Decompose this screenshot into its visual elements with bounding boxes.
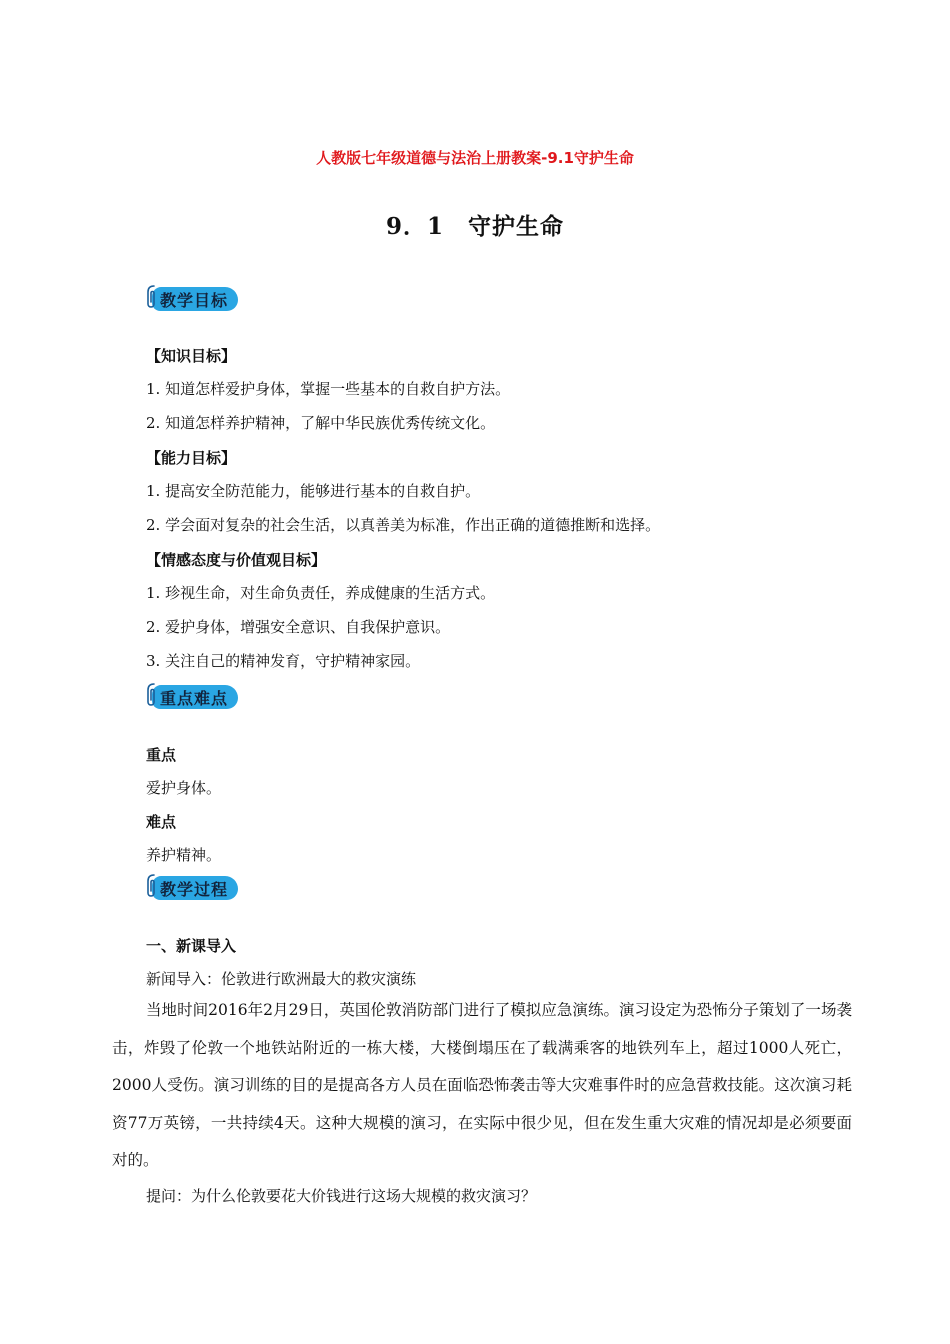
key-point-heading: 重点 [146,746,177,764]
section-badge-key-points [146,682,238,712]
badge-label: 重点难点 [160,689,229,708]
badge-label: 教学目标 [160,291,229,310]
news-intro-line: 新闻导入：伦敦进行欧洲最大的救灾演练 [146,970,417,988]
lesson-title: 9．1 守护生命 [385,213,564,240]
emotion-goal-item: 3. 关注自己的精神发育，守护精神家园。 [146,652,421,670]
difficult-point-text: 养护精神。 [146,846,222,864]
paperclip-icon [146,284,158,310]
difficult-point-heading: 难点 [146,813,177,831]
news-paragraph: 当地时间2016年2月29日，英国伦敦消防部门进行了模拟应急演练。演习设定为恐怖分子策划了一场袭击，炸毁了伦敦一个地铁站附近的一栋大楼，大楼倒塌压在了载满乘客的地铁列车上，超过1000人死亡，2000人受伤。演习训练的目的是提高各方人员在面临恐怖袭击等大灾难事件时的应急营救技能。这次演习耗资77万英镑，一共持续4天。这种大规模的演习，在实际中很少见，但在发生重大灾难的情况却是必须要面对的。 [112,1001,852,1169]
section-badge-goals [146,284,238,314]
question-line: 提问：为什么伦敦要花大价钱进行这场大规模的救灾演习？ [146,1187,537,1205]
emotion-goal-item: 1. 珍视生命，对生命负责任，养成健康的生活方式。 [146,584,496,602]
part-one-heading: 一、新课导入 [146,937,237,955]
badge-label: 教学过程 [160,880,229,899]
knowledge-goal-item: 2. 知道怎样养护精神，了解中华民族优秀传统文化。 [146,414,496,432]
knowledge-goal-item: 1. 知道怎样爱护身体，掌握一些基本的自救自护方法。 [146,380,511,398]
emotion-goal-item: 2. 爱护身体，增强安全意识、自我保护意识。 [146,618,451,636]
ability-goal-item: 1. 提高安全防范能力，能够进行基本的自救自护。 [146,482,481,500]
knowledge-goals-heading: 【知识目标】 [146,347,237,365]
ability-goal-item: 2. 学会面对复杂的社会生活，以真善美为标准，作出正确的道德推断和选择。 [146,516,661,534]
emotion-goals-heading: 【情感态度与价值观目标】 [146,551,327,569]
document-header-title: 人教版七年级道德与法治上册教案-9.1守护生命 [316,149,634,167]
ability-goals-heading: 【能力目标】 [146,449,237,467]
section-badge-process [146,873,238,903]
key-point-text: 爱护身体。 [146,779,222,797]
paperclip-icon [146,682,158,708]
paperclip-icon [146,873,158,899]
